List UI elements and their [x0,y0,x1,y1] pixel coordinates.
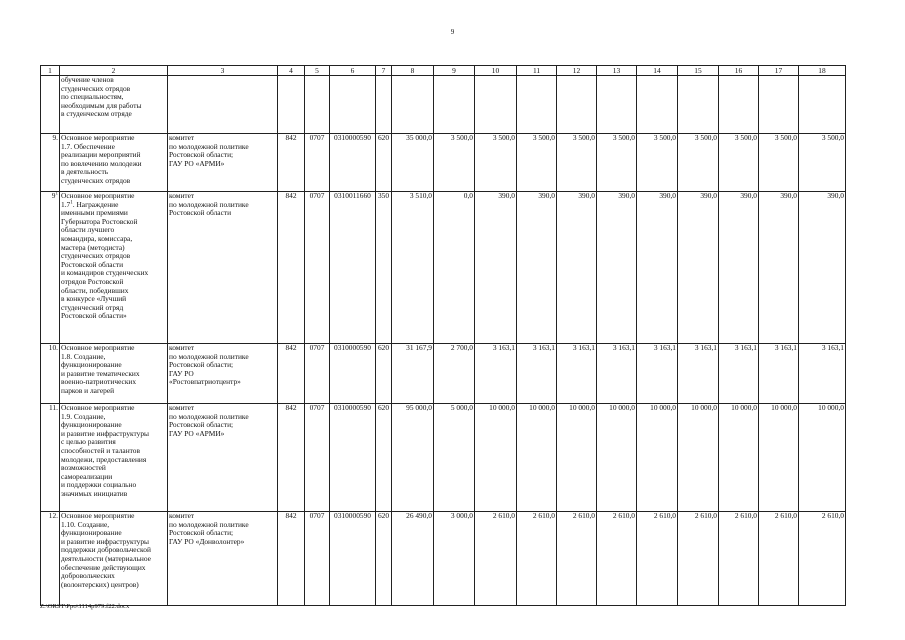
page-number: 9 [450,28,455,36]
year-amount: 3 500,0 [434,134,475,192]
executor-name: комитет по молодежной политике Ростовской области; ГАУ РО «АРМИ» [168,134,278,192]
csr-code: 0310000590 [330,404,376,512]
column-number-16: 16 [719,66,759,76]
year-amount: 3 163,1 [557,344,597,404]
vr-code: 620 [376,134,392,192]
year-amount: 2 610,0 [678,512,719,606]
year-amount: 10 000,0 [597,404,637,512]
column-number-11: 11 [517,66,557,76]
year-amount: 10 000,0 [678,404,719,512]
year-amount: 390,0 [517,192,557,344]
year-amount: 2 610,0 [759,512,799,606]
column-number-18: 18 [799,66,846,76]
column-number-1: 1 [41,66,60,76]
year-amount: 10 000,0 [475,404,517,512]
grbs-code: 842 [278,404,305,512]
table-row-continued [41,76,846,134]
year-amount: 3 500,0 [799,134,846,192]
column-number-row [41,66,846,76]
column-number-6: 6 [330,66,376,76]
total-amount: 35 000,0 [392,134,434,192]
year-amount: 390,0 [557,192,597,344]
year-amount: 10 000,0 [637,404,678,512]
activity-name: Основное мероприятие 1.9. Создание, функционирование и развитие инфраструктуры с целью развития способностей и талантов молодежи, предоставления возможностей самореализации и поддержки социально значимых инициатив [60,404,168,512]
csr-code: 0310011660 [330,192,376,344]
year-amount: 2 610,0 [557,512,597,606]
year-amount: 3 163,1 [517,344,557,404]
year-amount: 3 500,0 [637,134,678,192]
year-amount: 3 163,1 [799,344,846,404]
year-amount: 10 000,0 [719,404,759,512]
year-amount: 5 000,0 [434,404,475,512]
year-amount: 3 163,1 [637,344,678,404]
column-number-12: 12 [557,66,597,76]
total-amount: 3 510,0 [392,192,434,344]
rzpr-code: 0707 [305,344,330,404]
rzpr-code: 0707 [305,512,330,606]
year-amount: 2 610,0 [637,512,678,606]
year-amount: 3 500,0 [517,134,557,192]
grbs-code: 842 [278,512,305,606]
csr-code: 0310000590 [330,134,376,192]
column-number-2: 2 [60,66,168,76]
column-number-4: 4 [278,66,305,76]
row-number: 11. [41,404,60,512]
year-amount: 10 000,0 [517,404,557,512]
column-number-13: 13 [597,66,637,76]
year-amount: 390,0 [719,192,759,344]
csr-code: 0310000590 [330,512,376,606]
column-number-10: 10 [475,66,517,76]
total-amount: 26 490,0 [392,512,434,606]
table-row [41,192,846,344]
year-amount: 390,0 [475,192,517,344]
rzpr-code: 0707 [305,134,330,192]
total-amount: 31 167,9 [392,344,434,404]
year-amount: 2 610,0 [597,512,637,606]
year-amount: 2 610,0 [475,512,517,606]
vr-code: 620 [376,512,392,606]
rzpr-code: 0707 [305,192,330,344]
column-number-5: 5 [305,66,330,76]
year-amount: 3 000,0 [434,512,475,606]
year-amount: 10 000,0 [759,404,799,512]
program-table [40,65,846,606]
year-amount: 0,0 [434,192,475,344]
grbs-code: 842 [278,192,305,344]
table-row [41,134,846,192]
year-amount: 390,0 [637,192,678,344]
table-row [41,404,846,512]
vr-code: 620 [376,404,392,512]
grbs-code: 842 [278,344,305,404]
activity-name: Основное мероприятие 1.10. Создание, функционирование и развитие инфраструктуры поддержки добровольческой деятельности (материальное обеспечение действующих добровольческих (волонтерских) центров) [60,512,168,606]
column-number-14: 14 [637,66,678,76]
year-amount: 3 163,1 [719,344,759,404]
executor-name: комитет по молодежной политике Ростовской области [168,192,278,344]
total-amount: 95 000,0 [392,404,434,512]
year-amount: 2 610,0 [799,512,846,606]
year-amount: 390,0 [799,192,846,344]
year-amount: 3 500,0 [759,134,799,192]
activity-name: Основное мероприятие $1.7^1$. Награждение именными премиями Губернатора Ростовской области лучшего командира, комиссара, мастера (методиста) студенческих отрядов Ростовской области и командиров студенческих отрядов Ростовской области, победивших в конкурсе «Лучший студенческий отряд Ростовской области» [60,192,168,344]
year-amount: 3 163,1 [475,344,517,404]
table-row [41,512,846,606]
year-amount: 2 610,0 [719,512,759,606]
column-number-8: 8 [392,66,434,76]
executor-name: комитет по молодежной политике Ростовской области; ГАУ РО «Донволонтер» [168,512,278,606]
year-amount: 3 163,1 [759,344,799,404]
vr-code: 620 [376,344,392,404]
year-amount: 3 500,0 [719,134,759,192]
column-number-7: 7 [376,66,392,76]
year-amount: 3 500,0 [597,134,637,192]
row-number: 12. [41,512,60,606]
year-amount: 3 163,1 [678,344,719,404]
year-amount: 390,0 [597,192,637,344]
rzpr-code: 0707 [305,404,330,512]
year-amount: 3 500,0 [678,134,719,192]
year-amount: 2 610,0 [517,512,557,606]
year-amount: 3 500,0 [475,134,517,192]
column-number-17: 17 [759,66,799,76]
column-number-9: 9 [434,66,475,76]
year-amount: 390,0 [759,192,799,344]
executor-name: комитет по молодежной политике Ростовской области; ГАУ РО «Ростовпатриотцентр» [168,344,278,404]
column-number-3: 3 [168,66,278,76]
activity-name: Основное мероприятие 1.8. Создание, функционирование и развитие тематических военно-патриотических парков и лагерей [60,344,168,404]
row-number: 10. [41,344,60,404]
year-amount: 3 500,0 [557,134,597,192]
activity-name: обучение членов студенческих отрядов по специальностям, необходимым для работы в студенческом отряде [60,76,168,134]
executor-name: комитет по молодежной политике Ростовской области; ГАУ РО «АРМИ» [168,404,278,512]
row-number: 9. [41,134,60,192]
grbs-code: 842 [278,134,305,192]
csr-code: 0310000590 [330,344,376,404]
year-amount: 10 000,0 [799,404,846,512]
row-number: $9^1$ [41,192,60,344]
column-number-15: 15 [678,66,719,76]
year-amount: 10 000,0 [557,404,597,512]
year-amount: 390,0 [678,192,719,344]
file-path-footer: Z:\ORST\Ppo\1114p979.f22.docx [40,603,130,610]
year-amount: 2 700,0 [434,344,475,404]
activity-name: Основное мероприятие 1.7. Обеспечение реализации мероприятий по вовлечению молодежи в деятельность студенческих отрядов [60,134,168,192]
table-row [41,344,846,404]
row-number [41,76,60,134]
year-amount: 3 163,1 [597,344,637,404]
vr-code: 350 [376,192,392,344]
